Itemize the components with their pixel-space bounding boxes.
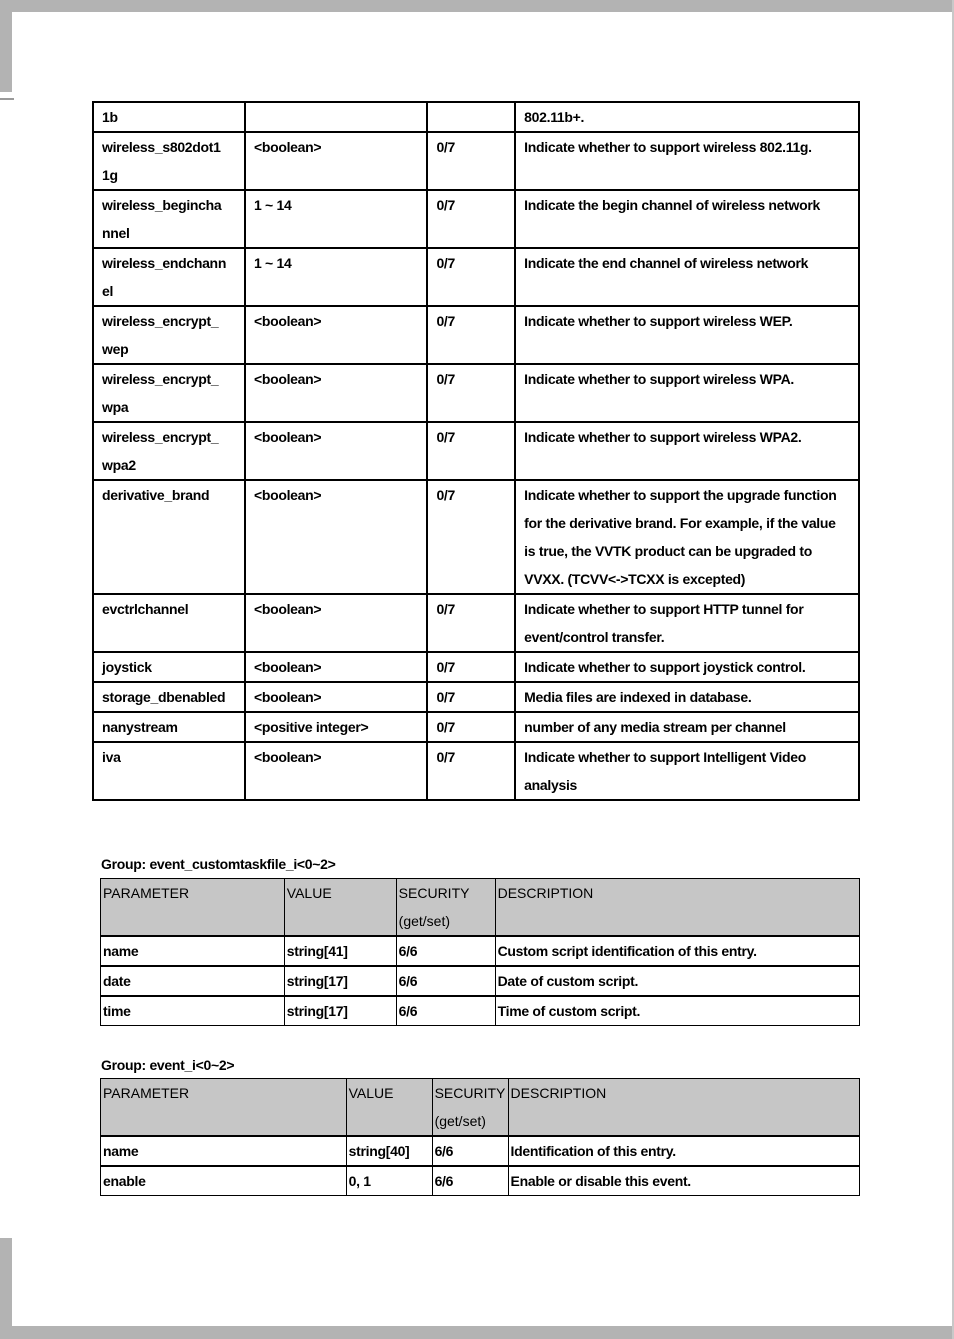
header-parameter: PARAMETER — [101, 879, 285, 937]
cell-description: Indicate the end channel of wireless network — [515, 248, 859, 306]
cell-value: <boolean> — [245, 594, 428, 652]
event-customtaskfile-table-body — [101, 936, 860, 1026]
cell-description: number of any media stream per channel — [515, 712, 859, 742]
cell-security: 0/7 — [427, 422, 515, 480]
table-row — [93, 682, 859, 712]
cell-value — [245, 102, 428, 132]
cell-value: <boolean> — [245, 422, 428, 480]
cell-security: 0/7 — [427, 248, 515, 306]
table-row — [93, 422, 859, 480]
cell-parameter: wireless_encrypt_ wpa2 — [93, 422, 245, 480]
cell-security: 0/7 — [427, 306, 515, 364]
cell-parameter: time — [101, 996, 285, 1026]
cell-value: string[17] — [284, 996, 396, 1026]
capability-table-body — [93, 102, 859, 800]
cell-value: <boolean> — [245, 306, 428, 364]
scan-margin-tick — [0, 98, 14, 100]
table-row — [93, 132, 859, 190]
group-title-event-customtaskfile: Group: event_customtaskfile_i<0~2> — [101, 856, 336, 872]
cell-parameter: wireless_s802dot1 1g — [93, 132, 245, 190]
cell-security: 0/7 — [427, 132, 515, 190]
cell-security: 0/7 — [427, 190, 515, 248]
cell-description: Indicate whether to support wireless 802.11g. — [515, 132, 859, 190]
cell-parameter: wireless_begincha nnel — [93, 190, 245, 248]
cell-parameter: wireless_encrypt_ wpa — [93, 364, 245, 422]
cell-security: 6/6 — [432, 1136, 508, 1166]
cell-security: 6/6 — [396, 996, 495, 1026]
cell-parameter: iva — [93, 742, 245, 800]
cell-value: string[17] — [284, 966, 396, 996]
cell-security: 0/7 — [427, 364, 515, 422]
event-table-body — [101, 1136, 860, 1196]
cell-parameter: name — [101, 936, 285, 966]
cell-value: <boolean> — [245, 682, 428, 712]
cell-description: Indicate the begin channel of wireless network — [515, 190, 859, 248]
cell-description: Time of custom script. — [495, 996, 859, 1026]
cell-value: 1 ~ 14 — [245, 248, 428, 306]
table-row — [93, 712, 859, 742]
cell-description: Indicate whether to support wireless WPA. — [515, 364, 859, 422]
cell-security: 0/7 — [427, 682, 515, 712]
cell-description: 802.11b+. — [515, 102, 859, 132]
cell-parameter: enable — [101, 1166, 347, 1196]
table-row — [93, 364, 859, 422]
cell-value: 1 ~ 14 — [245, 190, 428, 248]
scan-border-left-bottom — [0, 1238, 12, 1339]
cell-security: 0/7 — [427, 594, 515, 652]
table-row — [101, 996, 860, 1026]
cell-parameter: wireless_endchann el — [93, 248, 245, 306]
cell-parameter: date — [101, 966, 285, 996]
cell-value: <boolean> — [245, 652, 428, 682]
header-description: DESCRIPTION — [508, 1079, 859, 1137]
cell-parameter: storage_dbenabled — [93, 682, 245, 712]
cell-value: <boolean> — [245, 480, 428, 594]
header-parameter: PARAMETER — [101, 1079, 347, 1137]
cell-security: 6/6 — [396, 966, 495, 996]
cell-security: 0/7 — [427, 712, 515, 742]
cell-description: Enable or disable this event. — [508, 1166, 859, 1196]
event-customtaskfile-table — [100, 878, 860, 1026]
cell-description: Indicate whether to support the upgrade function for the derivative brand. For example, if the value is true, the VVTK product can be upgraded to VVXX. (TCVV<->TCXX is excepted) — [515, 480, 859, 594]
cell-security: 0/7 — [427, 742, 515, 800]
cell-parameter: wireless_encrypt_ wep — [93, 306, 245, 364]
cell-description: Media files are indexed in database. — [515, 682, 859, 712]
cell-security — [427, 102, 515, 132]
cell-value: string[41] — [284, 936, 396, 966]
cell-security: 6/6 — [396, 936, 495, 966]
cell-security: 0/7 — [427, 480, 515, 594]
header-security: SECURITY (get/set) — [396, 879, 495, 937]
table-row — [93, 652, 859, 682]
table-header-row — [101, 879, 860, 937]
table-row — [93, 742, 859, 800]
scan-border-top — [0, 0, 954, 12]
event-table — [100, 1078, 860, 1196]
table-row — [93, 248, 859, 306]
cell-description: Indicate whether to support wireless WPA2. — [515, 422, 859, 480]
table-header-row — [101, 1079, 860, 1137]
table-row — [93, 594, 859, 652]
cell-parameter: evctrlchannel — [93, 594, 245, 652]
header-value: VALUE — [284, 879, 396, 937]
cell-description: Identification of this entry. — [508, 1136, 859, 1166]
cell-description: Custom script identification of this entry. — [495, 936, 859, 966]
scan-border-bottom — [0, 1326, 954, 1339]
cell-description: Indicate whether to support Intelligent Video analysis — [515, 742, 859, 800]
header-security: SECURITY (get/set) — [432, 1079, 508, 1137]
group-title-event: Group: event_i<0~2> — [101, 1057, 235, 1073]
cell-value: <boolean> — [245, 132, 428, 190]
header-description: DESCRIPTION — [495, 879, 859, 937]
capability-parameter-table — [92, 101, 860, 801]
cell-parameter: nanystream — [93, 712, 245, 742]
table-row — [93, 102, 859, 132]
scan-border-left-top — [0, 0, 12, 92]
cell-parameter: joystick — [93, 652, 245, 682]
cell-parameter: 1b — [93, 102, 245, 132]
cell-parameter: derivative_brand — [93, 480, 245, 594]
table-row — [93, 480, 859, 594]
table-row — [93, 306, 859, 364]
table-row — [93, 190, 859, 248]
cell-value: <positive integer> — [245, 712, 428, 742]
cell-description: Indicate whether to support wireless WEP. — [515, 306, 859, 364]
cell-value: 0, 1 — [346, 1166, 432, 1196]
cell-security: 6/6 — [432, 1166, 508, 1196]
table-row — [101, 966, 860, 996]
table-row — [101, 936, 860, 966]
table-row — [101, 1166, 860, 1196]
cell-description: Date of custom script. — [495, 966, 859, 996]
cell-value: string[40] — [346, 1136, 432, 1166]
cell-value: <boolean> — [245, 742, 428, 800]
header-value: VALUE — [346, 1079, 432, 1137]
cell-description: Indicate whether to support joystick control. — [515, 652, 859, 682]
cell-value: <boolean> — [245, 364, 428, 422]
cell-security: 0/7 — [427, 652, 515, 682]
table-row — [101, 1136, 860, 1166]
cell-parameter: name — [101, 1136, 347, 1166]
cell-description: Indicate whether to support HTTP tunnel for event/control transfer. — [515, 594, 859, 652]
